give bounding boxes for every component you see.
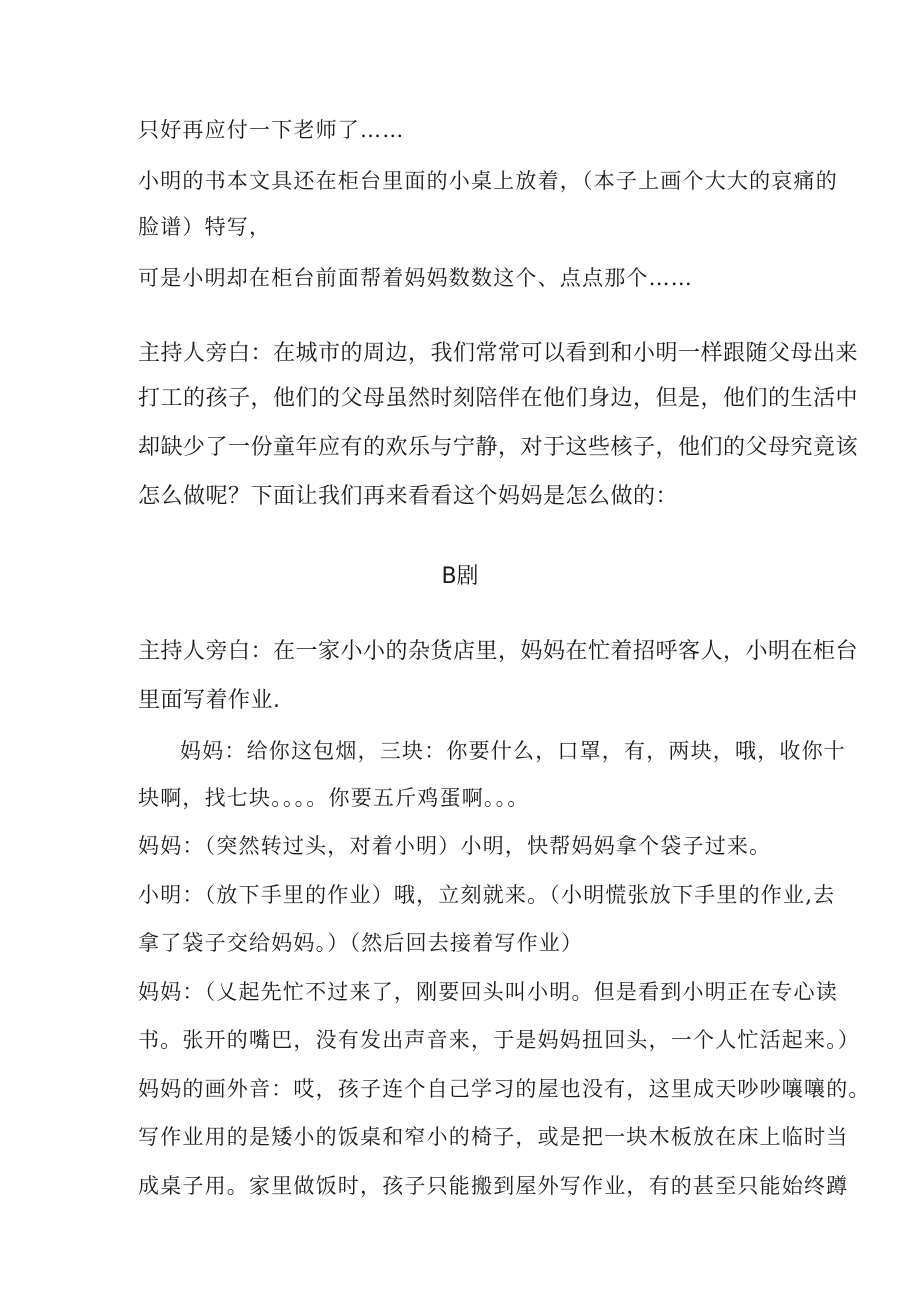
intro-line-2: 小明的书本文具还在柜台里面的小桌上放着，（本子上画个大大的哀痛的 (138, 169, 838, 193)
dialogue-line-10: 成桌子用。家里做饭时，孩子只能搬到屋外写作业，有的甚至只能始终蹲 (138, 1174, 849, 1198)
narrator-a-line-3: 却缺少了一份童年应有的欢乐与宁静，对于这些核子，他们的父母究竟该 (138, 435, 859, 460)
intro-line-1: 只好再应付一下老师了…… (138, 118, 405, 142)
dialogue-line-6: 妈妈：（乂起先忙不过来了，刚要回头叫小明。但是看到小明正在专心读 (138, 980, 838, 1004)
narrator-a-line-4: 怎么做呢？下面让我们再来看看这个妈妈是怎么做的： (138, 484, 679, 509)
dialogue-line-7: 书。张开的嘴巴，没有发出声音来，于是妈妈扭回头，一个人忙活起来。） (138, 1028, 861, 1052)
dialogue-line-2: 块啊，找七块。。。。你要五斤鸡蛋啊。。。 (138, 786, 530, 810)
section-heading: B剧 (441, 564, 479, 589)
dialogue-line-1: 妈妈：给你这包烟，三块：你要什么，口罩，有，两块，哦，收你十 (180, 739, 846, 763)
narrator-b-line-1: 主持人旁白：在一家小小的杂货店里，妈妈在忙着招呼客人，小明在柜台 (138, 639, 859, 664)
narrator-a-line-2: 打工的孩子，他们的父母虽然时刻陪伴在他们身边，但是，他们的生活中 (138, 386, 859, 411)
intro-line-3: 脸谱）特写， (138, 215, 272, 239)
narrator-b-line-2: 里面写着作业. (138, 688, 281, 713)
dialogue-line-8: 妈妈的画外音：哎，孩子连个自己学习的屋也没有，这里成天吵吵嚷嚷的。 (138, 1077, 871, 1101)
narrator-a-line-1: 主持人旁白：在城市的周边，我们常常可以看到和小明一样跟随父母出来 (138, 341, 859, 366)
dialogue-line-3: 妈妈：（突然转过头，对着小明）小明，快帮妈妈拿个袋子过来。 (138, 834, 772, 858)
intro-line-4: 可是小明却在柜台前面帮着妈妈数数这个、点点那个…… (138, 266, 693, 290)
dialogue-line-5: 拿了袋子交给妈妈。）（然后回去接着写作业） (138, 931, 584, 955)
dialogue-line-4: 小明：（放下手里的作业）哦，立刻就来。（小明慌张放下手里的作业,去 (138, 883, 836, 907)
dialogue-line-9: 写作业用的是矮小的饭桌和窄小的椅子，或是把一块木板放在床上临时当 (138, 1125, 849, 1149)
